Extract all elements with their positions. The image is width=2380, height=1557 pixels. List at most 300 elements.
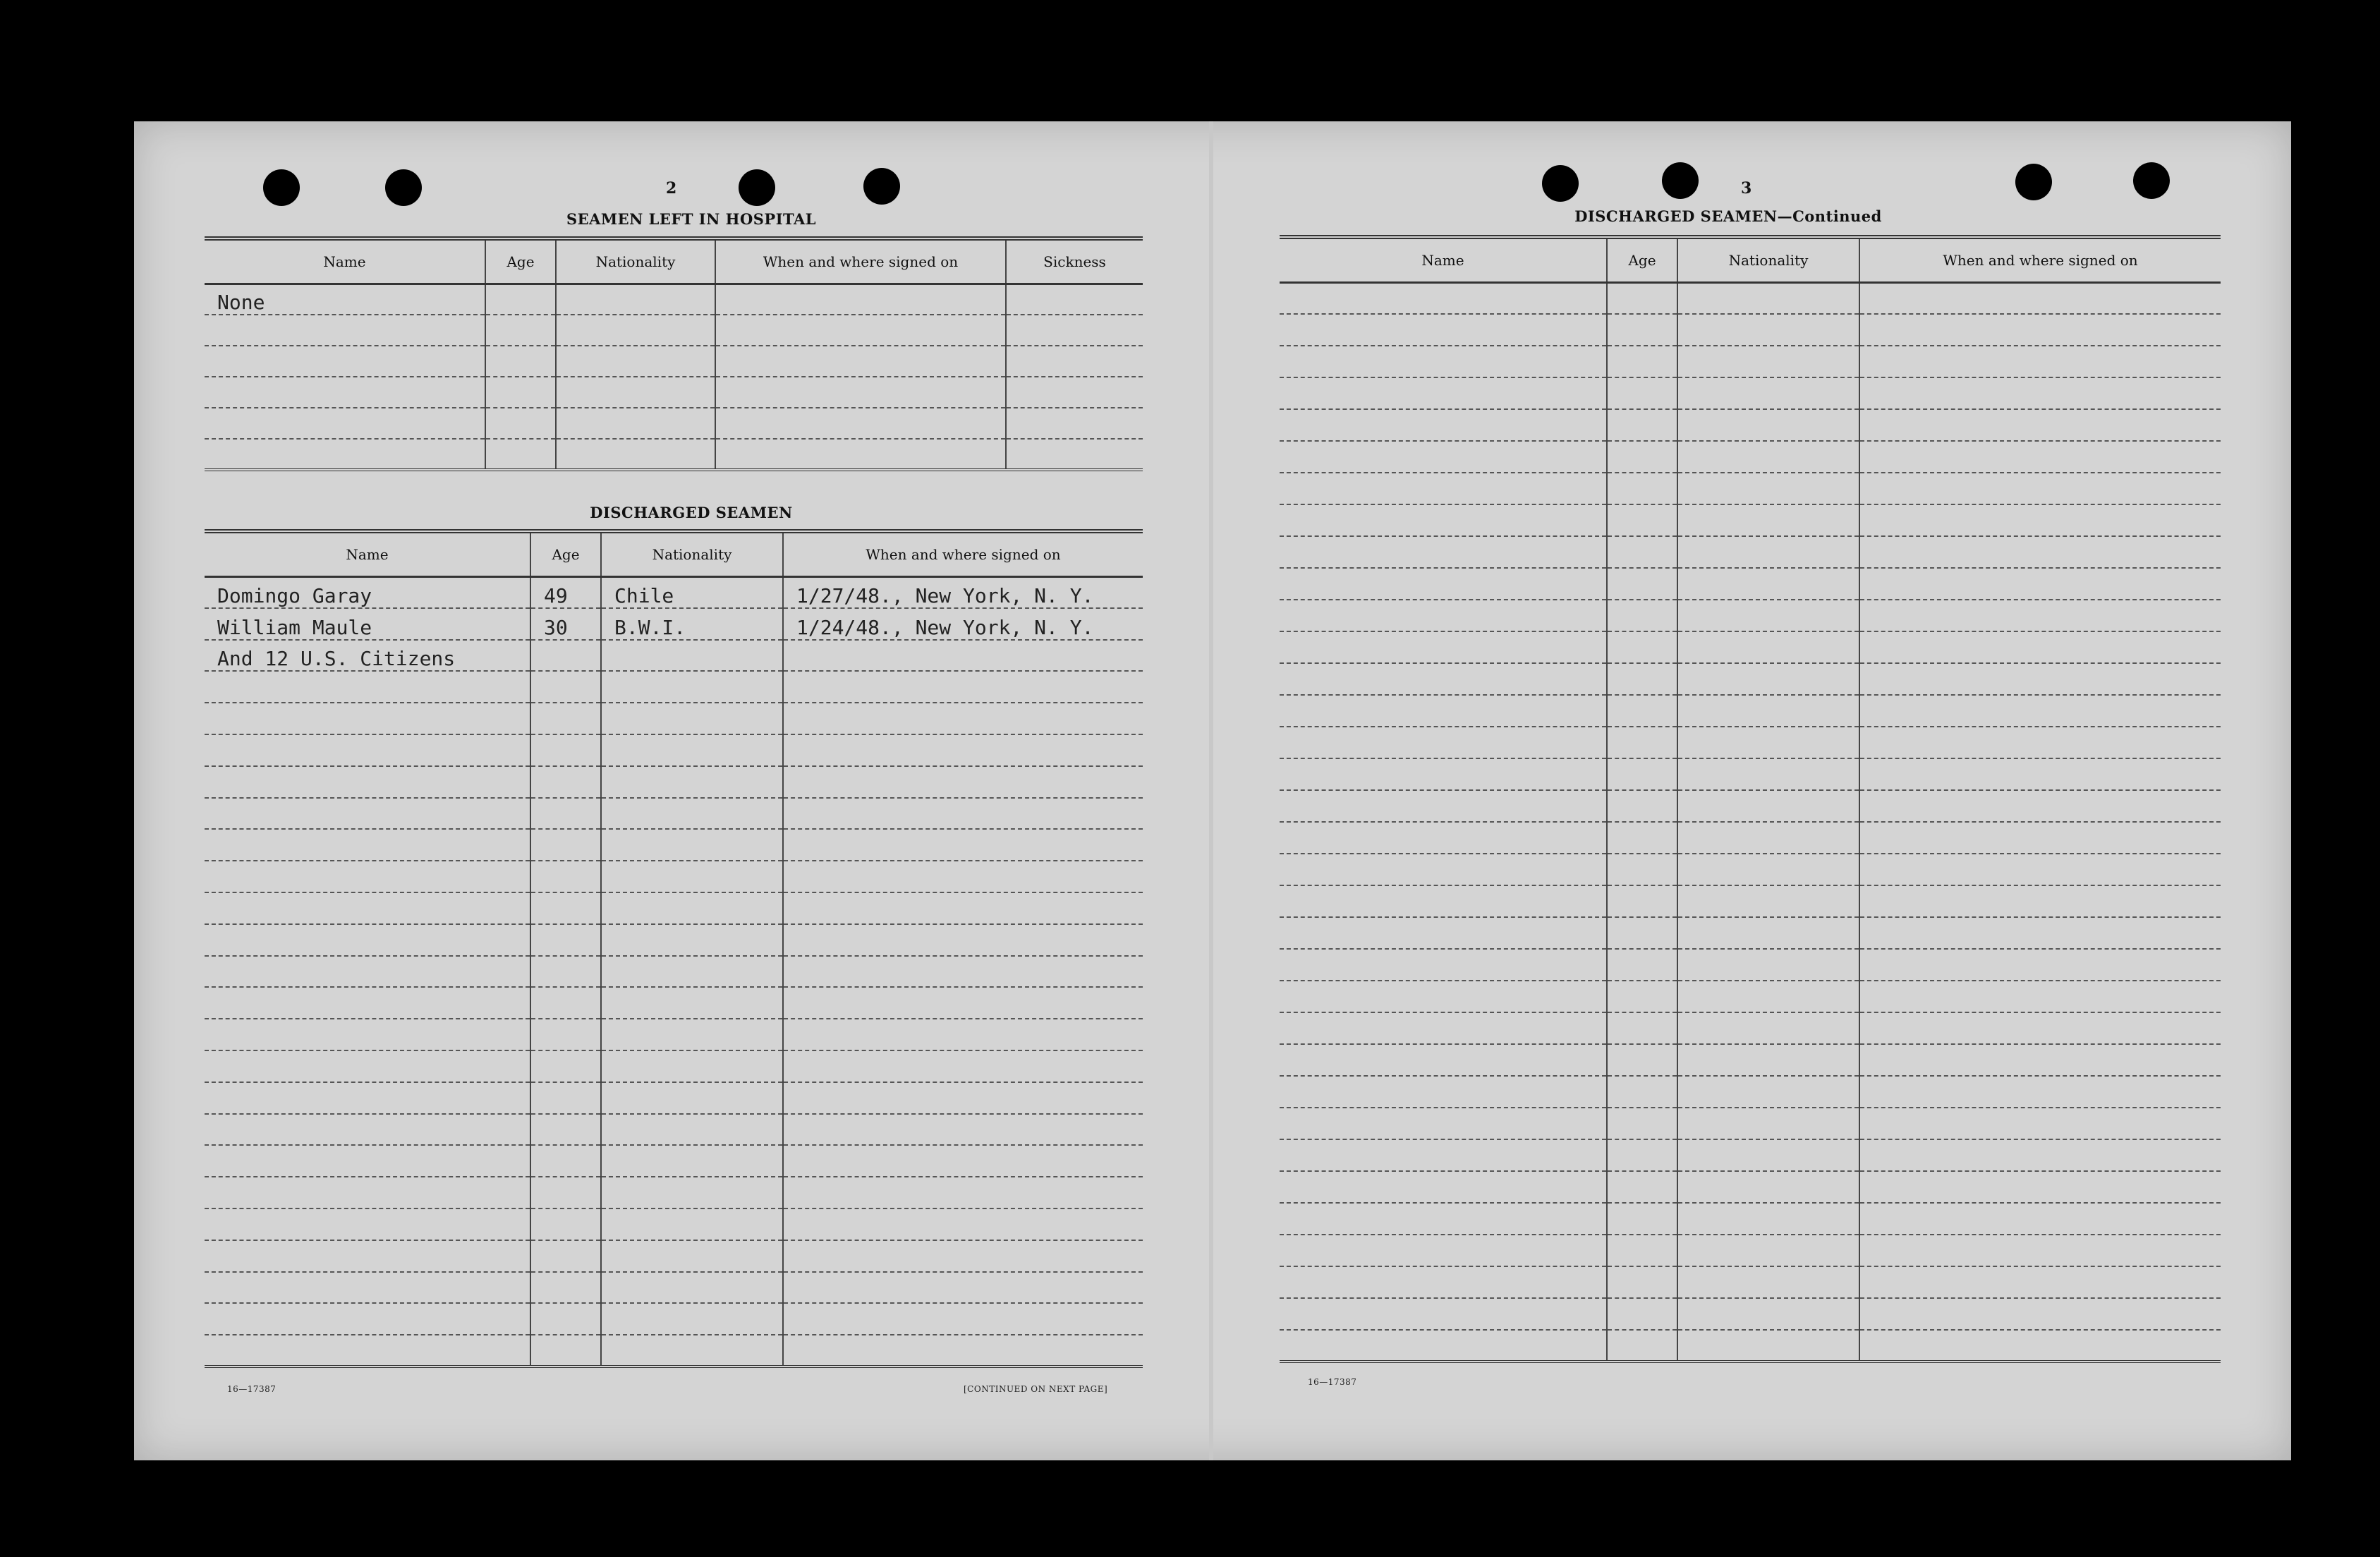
- continued-cell: [1677, 631, 1859, 663]
- discharged-cell: [530, 766, 601, 798]
- hospital-cell: [205, 346, 485, 377]
- continued-cell: [1859, 346, 2221, 377]
- discharged-cell: [783, 1082, 1143, 1114]
- discharged-cell: [530, 1272, 601, 1304]
- continued-cell: [1859, 822, 2221, 854]
- hospital-row: [205, 439, 1143, 470]
- continued-cell: [1280, 1139, 1607, 1171]
- discharged-cell: [601, 829, 783, 861]
- discharged-cell: [205, 734, 530, 766]
- continued-cell: [1280, 854, 1607, 885]
- continued-cell: [1677, 663, 1859, 695]
- continued-cell: [1280, 949, 1607, 981]
- hospital-col-header: Name: [205, 238, 485, 284]
- continued-cell: [1859, 790, 2221, 822]
- discharged-cell: 1/27/48., New York, N. Y.: [783, 576, 1143, 608]
- discharged-row: [205, 1272, 1143, 1304]
- discharged-cell: [530, 1050, 601, 1082]
- discharged-row: [205, 956, 1143, 988]
- hospital-cell: [205, 315, 485, 346]
- continued-cell: [1280, 1108, 1607, 1139]
- discharged-cell: [601, 1177, 783, 1208]
- hospital-row: [205, 377, 1143, 408]
- continued-cell: [1677, 314, 1859, 346]
- continued-cell: [1859, 1139, 2221, 1171]
- hospital-cell: [485, 346, 556, 377]
- discharged-cell: [601, 1019, 783, 1050]
- continued-row: [1280, 790, 2221, 822]
- continued-row: [1280, 885, 2221, 917]
- continued-row: [1280, 1235, 2221, 1266]
- continued-cell: [1607, 1139, 1677, 1171]
- hospital-cell: [715, 377, 1006, 408]
- hospital-cell: [715, 315, 1006, 346]
- discharged-cell: [783, 1335, 1143, 1367]
- discharged-cell: [205, 1145, 530, 1177]
- continued-row: [1280, 949, 2221, 981]
- punch-hole: [2133, 162, 2170, 199]
- hospital-cell: [1006, 377, 1143, 408]
- discharged-cell: 30: [530, 608, 601, 640]
- punch-hole: [2015, 164, 2052, 200]
- discharged-cell: [530, 671, 601, 703]
- continued-cell: [1607, 346, 1677, 377]
- discharged-cell: 1/24/48., New York, N. Y.: [783, 608, 1143, 640]
- discharged-row: [205, 987, 1143, 1019]
- discharged-cell: [530, 798, 601, 830]
- discharged-row: [205, 892, 1143, 924]
- discharged-cell: [205, 1019, 530, 1050]
- continued-cell: [1677, 282, 1859, 314]
- discharged-cell: [205, 1240, 530, 1272]
- discharged-row: [205, 829, 1143, 861]
- discharged-cell: [205, 829, 530, 861]
- form-number-left: 16—17387: [227, 1384, 277, 1394]
- continued-row: [1280, 981, 2221, 1012]
- continued-cell: [1677, 854, 1859, 885]
- discharged-cell: [530, 703, 601, 734]
- discharged-cell: [783, 892, 1143, 924]
- discharged-cell: [205, 1177, 530, 1208]
- discharged-row: [205, 1303, 1143, 1335]
- page-number-left: 2: [666, 179, 677, 198]
- continued-cell: [1280, 1298, 1607, 1330]
- continued-cell: [1677, 1330, 1859, 1362]
- continued-cell: [1677, 441, 1859, 473]
- discharged-row: [205, 766, 1143, 798]
- continued-cell: [1677, 473, 1859, 504]
- discharged-cell: [601, 766, 783, 798]
- hospital-cell: None: [205, 284, 485, 315]
- hospital-cell: [485, 315, 556, 346]
- continued-cell: [1859, 1235, 2221, 1266]
- continued-cell: [1607, 917, 1677, 949]
- punch-hole: [739, 169, 775, 206]
- continued-cell: [1607, 822, 1677, 854]
- continued-cell: [1607, 663, 1677, 695]
- discharged-cell: [530, 1082, 601, 1114]
- continued-row: [1280, 536, 2221, 568]
- discharged-cell: [530, 1303, 601, 1335]
- continued-row: [1280, 1330, 2221, 1362]
- hospital-row: [205, 346, 1143, 377]
- hospital-section-title: SEAMEN LEFT IN HOSPITAL: [566, 210, 817, 228]
- discharged-row: [205, 1145, 1143, 1177]
- continued-row: [1280, 727, 2221, 758]
- discharged-cell: [530, 956, 601, 988]
- discharged-row: [205, 798, 1143, 830]
- continued-cell: [1859, 727, 2221, 758]
- continued-cell: [1859, 314, 2221, 346]
- continued-cell: [1280, 727, 1607, 758]
- discharged-cell: [783, 1145, 1143, 1177]
- discharged-row: [205, 1082, 1143, 1114]
- hospital-cell: [556, 377, 715, 408]
- continued-cell: [1859, 473, 2221, 504]
- discharged-cell: [601, 671, 783, 703]
- discharged-cell: [530, 1114, 601, 1146]
- continued-cell: [1607, 727, 1677, 758]
- discharged-row: [205, 703, 1143, 734]
- document-sheet: [134, 121, 2291, 1460]
- discharged-row: [205, 734, 1143, 766]
- discharged-row: [205, 1208, 1143, 1240]
- discharged-cell: [205, 1303, 530, 1335]
- hospital-cell: [556, 284, 715, 315]
- discharged-cell: [530, 1019, 601, 1050]
- continued-cell: [1677, 1108, 1859, 1139]
- discharged-cell: [530, 1145, 601, 1177]
- discharged-cell: [783, 1114, 1143, 1146]
- discharged-cell: 49: [530, 576, 601, 608]
- continued-cell: [1677, 568, 1859, 600]
- continued-row: [1280, 1266, 2221, 1298]
- continued-cell: [1677, 1139, 1859, 1171]
- discharged-cell: [205, 956, 530, 988]
- continued-cell: [1280, 314, 1607, 346]
- continued-row: [1280, 1012, 2221, 1044]
- continued-cell: [1859, 1076, 2221, 1108]
- continued-cell: [1859, 377, 2221, 409]
- discharged-cell: [601, 640, 783, 672]
- discharged-continued-table: [1280, 235, 2221, 1363]
- discharged-cell: [783, 1019, 1143, 1050]
- continued-cell: [1280, 1266, 1607, 1298]
- hospital-cell: [485, 439, 556, 470]
- discharged-col-header: When and where signed on: [783, 531, 1143, 576]
- continued-cell: [1859, 1298, 2221, 1330]
- continued-cell: [1607, 1330, 1677, 1362]
- discharged-cell: [601, 1050, 783, 1082]
- continued-row: [1280, 1298, 2221, 1330]
- continued-cell: [1607, 981, 1677, 1012]
- hospital-row: [205, 408, 1143, 439]
- continued-cell: [1607, 409, 1677, 441]
- discharged-cell: [530, 1240, 601, 1272]
- continued-row: [1280, 504, 2221, 536]
- discharged-cell: [530, 924, 601, 956]
- discharged-cell: [783, 671, 1143, 703]
- discharged-row: [205, 1335, 1143, 1367]
- continued-cell: [1677, 822, 1859, 854]
- hospital-col-header: Age: [485, 238, 556, 284]
- discharged-row: [205, 640, 1143, 672]
- continued-row: [1280, 473, 2221, 504]
- continued-cell: [1859, 1266, 2221, 1298]
- discharged-cell: [530, 1177, 601, 1208]
- continued-cell: [1280, 282, 1607, 314]
- discharged-cell: [783, 1240, 1143, 1272]
- discharged-cell: [601, 734, 783, 766]
- continued-cell: [1607, 854, 1677, 885]
- continued-row: [1280, 695, 2221, 727]
- hospital-col-header: Nationality: [556, 238, 715, 284]
- continued-cell: [1677, 1012, 1859, 1044]
- continued-cell: [1280, 1171, 1607, 1203]
- continued-cell: [1859, 1108, 2221, 1139]
- hospital-cell: [485, 408, 556, 439]
- continued-cell: [1859, 441, 2221, 473]
- continued-cell: [1280, 917, 1607, 949]
- continued-cell: [1607, 282, 1677, 314]
- continued-cell: [1280, 822, 1607, 854]
- continued-cell: [1280, 346, 1607, 377]
- hospital-cell: [556, 315, 715, 346]
- discharged-row: [205, 1114, 1143, 1146]
- continued-cell: [1677, 1203, 1859, 1235]
- hospital-row: [205, 315, 1143, 346]
- continued-cell: [1607, 1076, 1677, 1108]
- continued-row: [1280, 822, 2221, 854]
- continued-cell: [1280, 473, 1607, 504]
- discharged-cell: [783, 1050, 1143, 1082]
- hospital-cell: [715, 408, 1006, 439]
- discharged-cell: [530, 1335, 601, 1367]
- continued-cell: [1607, 1298, 1677, 1330]
- continued-row: [1280, 758, 2221, 790]
- discharged-cell: [530, 861, 601, 892]
- continued-cell: [1677, 917, 1859, 949]
- form-number-right: 16—17387: [1308, 1377, 1357, 1387]
- discharged-cell: [783, 1177, 1143, 1208]
- continued-cell: [1280, 1076, 1607, 1108]
- continued-cell: [1677, 949, 1859, 981]
- discharged-cell: [601, 1208, 783, 1240]
- continued-row: [1280, 1139, 2221, 1171]
- continued-cell: [1859, 663, 2221, 695]
- continued-cell: [1859, 409, 2221, 441]
- hospital-cell: [205, 408, 485, 439]
- continued-cell: [1607, 631, 1677, 663]
- continued-cell: [1859, 536, 2221, 568]
- discharged-table: [205, 529, 1143, 1368]
- hospital-row: [205, 284, 1143, 315]
- punch-hole: [263, 169, 300, 206]
- continued-row: [1280, 854, 2221, 885]
- discharged-cell: [601, 892, 783, 924]
- continued-cell: [1677, 504, 1859, 536]
- continued-cell: [1677, 1298, 1859, 1330]
- continued-cell: [1280, 1203, 1607, 1235]
- continued-cell: [1607, 568, 1677, 600]
- continued-cell: [1677, 790, 1859, 822]
- discharged-row: [205, 608, 1143, 640]
- discharged-cell: [601, 1303, 783, 1335]
- continued-cell: [1280, 758, 1607, 790]
- discharged-cell: [530, 734, 601, 766]
- discharged-cell: [530, 829, 601, 861]
- continued-cell: [1859, 504, 2221, 536]
- hospital-cell: [715, 346, 1006, 377]
- punch-hole: [385, 169, 422, 206]
- continued-cell: [1280, 695, 1607, 727]
- continued-cell: [1677, 1266, 1859, 1298]
- hospital-cell: [556, 408, 715, 439]
- continued-cell: [1607, 441, 1677, 473]
- discharged-cell: [205, 1050, 530, 1082]
- continued-cell: [1607, 600, 1677, 631]
- discharged-row: [205, 1240, 1143, 1272]
- discharged-cell: [205, 924, 530, 956]
- continued-cell: [1280, 441, 1607, 473]
- discharged-cell: [205, 671, 530, 703]
- page-number-right: 3: [1741, 179, 1752, 198]
- continued-cell: [1607, 695, 1677, 727]
- continued-cell: [1677, 981, 1859, 1012]
- continued-cell: [1607, 1266, 1677, 1298]
- discharged-row: [205, 1177, 1143, 1208]
- discharged-cell: [601, 861, 783, 892]
- hospital-cell: [1006, 346, 1143, 377]
- discharged-cell: [783, 766, 1143, 798]
- discharged-cell: William Maule: [205, 608, 530, 640]
- discharged-cell: [783, 734, 1143, 766]
- discharged-cell: [205, 1114, 530, 1146]
- discharged-cell: [783, 956, 1143, 988]
- continued-cell: [1280, 1235, 1607, 1266]
- hospital-col-header: Sickness: [1006, 238, 1143, 284]
- hospital-cell: [485, 284, 556, 315]
- continued-cell: [1607, 1108, 1677, 1139]
- discharged-cell: B.W.I.: [601, 608, 783, 640]
- discharged-cell: [205, 1208, 530, 1240]
- discharged-cell: And 12 U.S. Citizens: [205, 640, 530, 672]
- continued-cell: [1607, 758, 1677, 790]
- continued-cell: [1607, 536, 1677, 568]
- continued-cell: [1607, 377, 1677, 409]
- continued-cell: [1859, 282, 2221, 314]
- discharged-cell: Domingo Garay: [205, 576, 530, 608]
- continued-cell: [1859, 885, 2221, 917]
- discharged-cell: [783, 924, 1143, 956]
- continued-note: [CONTINUED ON NEXT PAGE]: [964, 1384, 1108, 1394]
- discharged-cell: [783, 861, 1143, 892]
- continued-cell: [1859, 568, 2221, 600]
- discharged-cell: [601, 1145, 783, 1177]
- discharged-cell: [601, 1114, 783, 1146]
- discharged-cell: [205, 798, 530, 830]
- discharged-cell: [783, 1208, 1143, 1240]
- discharged-cell: [783, 1303, 1143, 1335]
- hospital-cell: [205, 377, 485, 408]
- discharged-cell: [783, 829, 1143, 861]
- discharged-col-header: Nationality: [601, 531, 783, 576]
- continued-cell: [1607, 1044, 1677, 1076]
- discharged-cell: Chile: [601, 576, 783, 608]
- continued-cell: [1859, 949, 2221, 981]
- continued-cell: [1607, 1012, 1677, 1044]
- continued-cell: [1280, 600, 1607, 631]
- continued-cell: [1677, 1235, 1859, 1266]
- continued-row: [1280, 441, 2221, 473]
- continued-cell: [1859, 1044, 2221, 1076]
- discharged-cell: [783, 987, 1143, 1019]
- hospital-cell: [715, 439, 1006, 470]
- continued-cell: [1677, 1171, 1859, 1203]
- hospital-cell: [715, 284, 1006, 315]
- discharged-cell: [530, 987, 601, 1019]
- continued-row: [1280, 568, 2221, 600]
- punch-hole: [1542, 165, 1579, 202]
- continued-cell: [1859, 1171, 2221, 1203]
- hospital-cell: [1006, 408, 1143, 439]
- continued-cell: [1280, 536, 1607, 568]
- hospital-cell: [1006, 439, 1143, 470]
- continued-cell: [1859, 917, 2221, 949]
- continued-row: [1280, 346, 2221, 377]
- continued-row: [1280, 282, 2221, 314]
- continued-row: [1280, 377, 2221, 409]
- continued-cell: [1607, 314, 1677, 346]
- discharged-cell: [205, 703, 530, 734]
- continued-cell: [1677, 758, 1859, 790]
- continued-row: [1280, 1108, 2221, 1139]
- continued-row: [1280, 409, 2221, 441]
- discharged-cell: [601, 987, 783, 1019]
- continued-cell: [1677, 1076, 1859, 1108]
- discharged-cell: [601, 924, 783, 956]
- discharged-cell: [783, 1272, 1143, 1304]
- hospital-col-header: When and where signed on: [715, 238, 1006, 284]
- continued-cell: [1677, 600, 1859, 631]
- continued-cell: [1677, 409, 1859, 441]
- continued-cell: [1677, 346, 1859, 377]
- continued-cell: [1280, 1012, 1607, 1044]
- discharged-cell: [601, 1272, 783, 1304]
- discharged-row: [205, 1019, 1143, 1050]
- discharged-cell: [205, 1272, 530, 1304]
- discharged-cell: [601, 1335, 783, 1367]
- continued-row: [1280, 917, 2221, 949]
- punch-hole: [863, 168, 900, 205]
- discharged-cell: [205, 1335, 530, 1367]
- continued-cell: [1607, 1203, 1677, 1235]
- discharged-row: [205, 1050, 1143, 1082]
- discharged-cell: [530, 640, 601, 672]
- discharged-col-header: Age: [530, 531, 601, 576]
- continued-cell: [1280, 377, 1607, 409]
- continued-row: [1280, 1076, 2221, 1108]
- discharged-continued-title: DISCHARGED SEAMEN—Continued: [1574, 207, 1882, 225]
- continued-cell: [1607, 473, 1677, 504]
- continued-cell: [1607, 790, 1677, 822]
- discharged-cell: [601, 1240, 783, 1272]
- continued-cell: [1607, 504, 1677, 536]
- hospital-cell: [1006, 284, 1143, 315]
- discharged-cell: [205, 987, 530, 1019]
- continued-col-header: Nationality: [1677, 237, 1859, 282]
- punch-hole: [1662, 162, 1699, 199]
